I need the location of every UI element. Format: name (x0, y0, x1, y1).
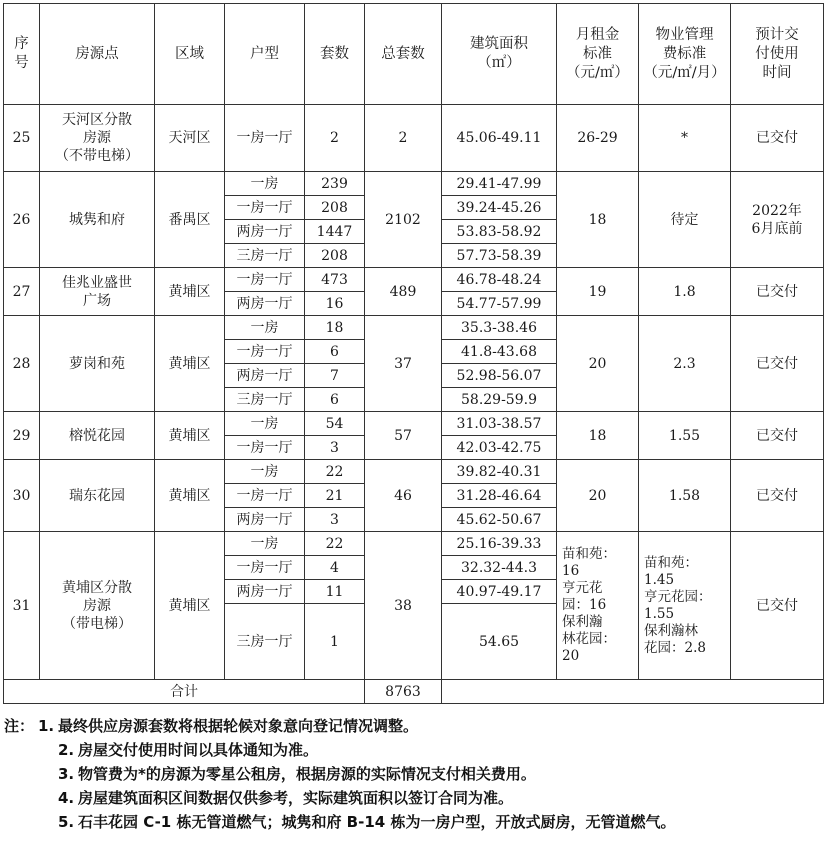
row-units: 239 (305, 172, 365, 196)
row-area: 32.32-44.3 (442, 556, 557, 580)
row-units: 54 (305, 412, 365, 436)
row-delivery: 已交付 (731, 316, 824, 412)
row-total: 489 (365, 268, 442, 316)
row-district: 番禺区 (155, 172, 225, 268)
row-type: 三房一厅 (225, 244, 305, 268)
total-label: 合计 (4, 680, 365, 704)
row-units: 4 (305, 556, 365, 580)
row-type: 一房 (225, 460, 305, 484)
row-district: 黄埔区 (155, 316, 225, 412)
row-units: 18 (305, 316, 365, 340)
row-type: 两房一厅 (225, 508, 305, 532)
row-area: 53.83-58.92 (442, 220, 557, 244)
row-district: 黄埔区 (155, 460, 225, 532)
row-area: 31.28-46.64 (442, 484, 557, 508)
notes-label: 注： (4, 717, 35, 735)
row-fee: 1.8 (639, 268, 731, 316)
row-units: 208 (305, 244, 365, 268)
row-rent: 苗和苑： 16 亨元花 园：16 保利瀚 林花园： 20 (557, 532, 639, 680)
row-area: 29.41-47.99 (442, 172, 557, 196)
note-number: 5. (58, 813, 75, 831)
row-site: 天河区分散 房源 （不带电梯） (40, 105, 155, 172)
total-row (4, 680, 824, 704)
row-total: 46 (365, 460, 442, 532)
table-row (4, 412, 824, 436)
row-site: 瑞东花园 (40, 460, 155, 532)
header-site: 房源点 (40, 4, 155, 105)
row-delivery: 已交付 (731, 412, 824, 460)
row-type: 一房一厅 (225, 196, 305, 220)
note-text: 房屋交付使用时间以具体通知为准。 (78, 741, 319, 759)
row-area: 42.03-42.75 (442, 436, 557, 460)
header-delivery: 预计交 付使用 时间 (731, 4, 824, 105)
row-type: 一房一厅 (225, 105, 305, 172)
total-value: 8763 (365, 680, 442, 704)
row-no: 30 (4, 460, 40, 532)
row-type: 一房 (225, 172, 305, 196)
header-district: 区域 (155, 4, 225, 105)
row-units: 7 (305, 364, 365, 388)
row-area: 58.29-59.9 (442, 388, 557, 412)
row-rent: 19 (557, 268, 639, 316)
row-fee: 1.58 (639, 460, 731, 532)
row-no: 28 (4, 316, 40, 412)
row-units: 6 (305, 388, 365, 412)
row-delivery: 已交付 (731, 105, 824, 172)
note-item (4, 810, 824, 834)
row-type: 一房 (225, 412, 305, 436)
row-delivery: 已交付 (731, 460, 824, 532)
row-type: 三房一厅 (225, 604, 305, 680)
row-delivery: 已交付 (731, 268, 824, 316)
row-area: 31.03-38.57 (442, 412, 557, 436)
row-rent: 26-29 (557, 105, 639, 172)
header-fee: 物业管理 费标准 （元/㎡/月） (639, 4, 731, 105)
row-site: 榕悦花园 (40, 412, 155, 460)
note-item (4, 786, 824, 810)
row-type: 一房 (225, 316, 305, 340)
table-header-row (4, 4, 824, 105)
row-area: 45.62-50.67 (442, 508, 557, 532)
row-type: 三房一厅 (225, 388, 305, 412)
row-total: 38 (365, 532, 442, 680)
row-type: 两房一厅 (225, 292, 305, 316)
row-no: 29 (4, 412, 40, 460)
row-area: 45.06-49.11 (442, 105, 557, 172)
header-rent: 月租金 标准 （元/㎡） (557, 4, 639, 105)
row-area: 40.97-49.17 (442, 580, 557, 604)
row-district: 黄埔区 (155, 532, 225, 680)
table-row (4, 172, 824, 196)
row-no: 31 (4, 532, 40, 680)
row-total: 2102 (365, 172, 442, 268)
row-area: 54.77-57.99 (442, 292, 557, 316)
row-district: 黄埔区 (155, 268, 225, 316)
row-type: 一房一厅 (225, 484, 305, 508)
row-units: 16 (305, 292, 365, 316)
row-type: 一房一厅 (225, 268, 305, 292)
row-area: 41.8-43.68 (442, 340, 557, 364)
note-item (4, 762, 824, 786)
row-site: 城隽和府 (40, 172, 155, 268)
row-delivery: 2022年 6月底前 (731, 172, 824, 268)
row-type: 两房一厅 (225, 580, 305, 604)
note-text: 最终供应房源套数将根据轮候对象意向登记情况调整。 (58, 717, 419, 735)
header-total: 总套数 (365, 4, 442, 105)
row-area: 57.73-58.39 (442, 244, 557, 268)
row-units: 11 (305, 580, 365, 604)
row-type: 两房一厅 (225, 220, 305, 244)
row-site: 佳兆业盛世 广场 (40, 268, 155, 316)
row-type: 两房一厅 (225, 364, 305, 388)
note-text: 房屋建筑面积区间数据仅供参考，实际建筑面积以签订合同为准。 (78, 789, 514, 807)
row-area: 39.24-45.26 (442, 196, 557, 220)
row-units: 3 (305, 436, 365, 460)
row-units: 6 (305, 340, 365, 364)
header-units: 套数 (305, 4, 365, 105)
row-area: 46.78-48.24 (442, 268, 557, 292)
row-site: 萝岗和苑 (40, 316, 155, 412)
row-no: 25 (4, 105, 40, 172)
row-district: 天河区 (155, 105, 225, 172)
row-site: 黄埔区分散 房源 （带电梯） (40, 532, 155, 680)
note-number: 4. (58, 789, 75, 807)
row-units: 208 (305, 196, 365, 220)
row-delivery: 已交付 (731, 532, 824, 680)
row-rent: 20 (557, 460, 639, 532)
row-rent: 18 (557, 172, 639, 268)
table-row (4, 105, 824, 172)
note-item (4, 714, 824, 738)
row-area: 35.3-38.46 (442, 316, 557, 340)
row-units: 22 (305, 460, 365, 484)
header-area: 建筑面积 （㎡） (442, 4, 557, 105)
row-units: 21 (305, 484, 365, 508)
row-fee: 待定 (639, 172, 731, 268)
table-row (4, 268, 824, 292)
row-type: 一房一厅 (225, 556, 305, 580)
row-rent: 18 (557, 412, 639, 460)
note-text: 物管费为*的房源为零星公租房，根据房源的实际情况支付相关费用。 (78, 765, 536, 783)
header-no: 序 号 (4, 4, 40, 105)
row-fee: 苗和苑： 1.45 亨元花园： 1.55 保利瀚林 花园：2.8 (639, 532, 731, 680)
row-units: 2 (305, 105, 365, 172)
row-rent: 20 (557, 316, 639, 412)
housing-supply-table (3, 3, 824, 704)
table-row (4, 460, 824, 484)
row-total: 37 (365, 316, 442, 412)
note-text: 石丰花园 C-1 栋无管道燃气；城隽和府 B-14 栋为一房户型，开放式厨房，无管道燃气。 (78, 813, 676, 831)
row-fee: 1.55 (639, 412, 731, 460)
row-area: 54.65 (442, 604, 557, 680)
row-type: 一房 (225, 532, 305, 556)
row-units: 22 (305, 532, 365, 556)
row-type: 一房一厅 (225, 436, 305, 460)
row-units: 1447 (305, 220, 365, 244)
row-total: 2 (365, 105, 442, 172)
row-units: 473 (305, 268, 365, 292)
row-fee: 2.3 (639, 316, 731, 412)
row-type: 一房一厅 (225, 340, 305, 364)
note-item (4, 738, 824, 762)
row-total: 57 (365, 412, 442, 460)
row-area: 25.16-39.33 (442, 532, 557, 556)
note-number: 1. (38, 717, 55, 735)
row-units: 3 (305, 508, 365, 532)
total-empty (442, 680, 824, 704)
row-district: 黄埔区 (155, 412, 225, 460)
table-row (4, 316, 824, 340)
note-number: 3. (58, 765, 75, 783)
table-row (4, 532, 824, 556)
row-area: 52.98-56.07 (442, 364, 557, 388)
note-number: 2. (58, 741, 75, 759)
row-fee: * (639, 105, 731, 172)
header-type: 户型 (225, 4, 305, 105)
row-units: 1 (305, 604, 365, 680)
row-area: 39.82-40.31 (442, 460, 557, 484)
row-no: 27 (4, 268, 40, 316)
notes (4, 714, 824, 834)
row-no: 26 (4, 172, 40, 268)
